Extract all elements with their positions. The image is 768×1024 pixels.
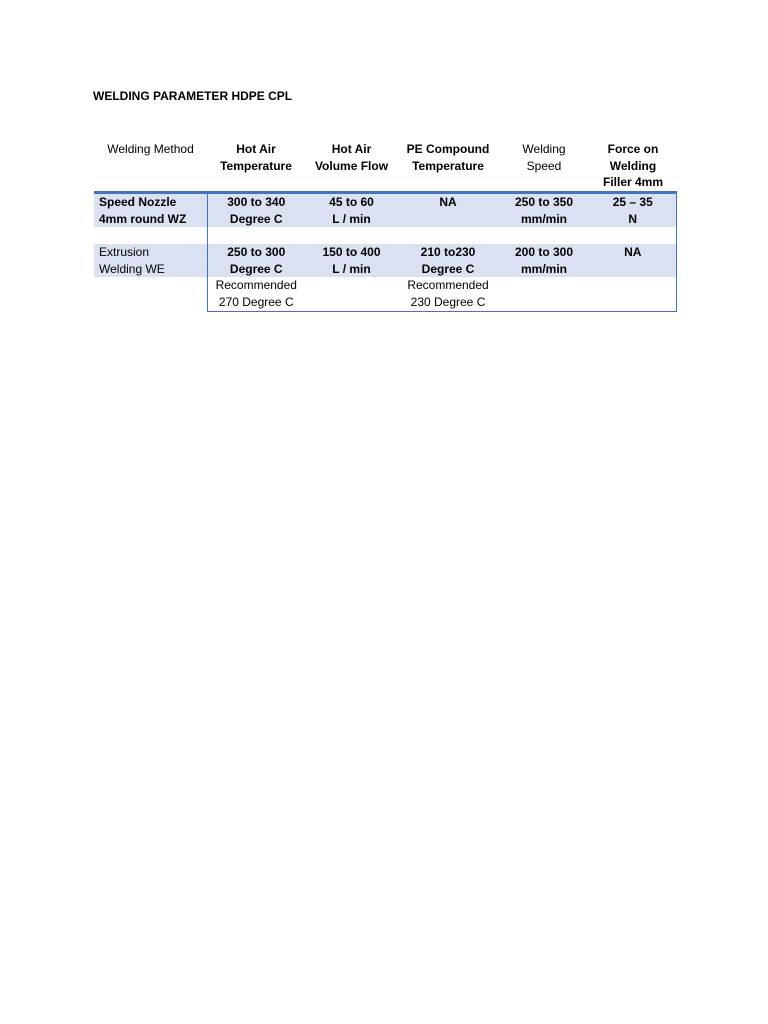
cell-note-hot-air-temp: Recommended 270 Degree C — [207, 277, 305, 312]
header-hot-air-temperature: Hot Air Temperature — [207, 141, 305, 193]
header-welding-method: Welding Method — [94, 141, 207, 193]
table-spacer-row — [94, 227, 676, 244]
table-row — [94, 244, 676, 277]
table-note-row — [94, 277, 676, 312]
cell-force: NA — [590, 244, 676, 277]
cell-force: 25 – 35 N — [590, 193, 676, 228]
table-header-row — [94, 141, 676, 193]
cell-note-empty — [590, 277, 676, 312]
cell-note-pe-temp: Recommended 230 Degree C — [398, 277, 498, 312]
cell-hot-air-flow: 45 to 60 L / min — [305, 193, 398, 228]
cell-hot-air-temp: 250 to 300 Degree C — [207, 244, 305, 277]
cell-note-empty — [498, 277, 590, 312]
cell-hot-air-flow: 150 to 400 L / min — [305, 244, 398, 277]
cell-note-empty — [305, 277, 398, 312]
cell-speed: 250 to 350 mm/min — [498, 193, 590, 228]
document-title: WELDING PARAMETER HDPE CPL — [93, 89, 293, 103]
cell-speed: 200 to 300 mm/min — [498, 244, 590, 277]
header-pe-compound-temperature: PE Compound Temperature — [398, 141, 498, 193]
cell-pe-temp: 210 to230 Degree C — [398, 244, 498, 277]
cell-hot-air-temp: 300 to 340 Degree C — [207, 193, 305, 228]
table-row — [94, 193, 676, 228]
cell-method: Extrusion Welding WE — [94, 244, 207, 277]
cell-note-empty — [94, 277, 207, 312]
header-force-on-welding: Force on Welding Filler 4mm — [590, 141, 676, 193]
header-welding-speed: Welding Speed — [498, 141, 590, 193]
header-hot-air-volume-flow: Hot Air Volume Flow — [305, 141, 398, 193]
cell-method: Speed Nozzle 4mm round WZ — [94, 193, 207, 228]
cell-pe-temp: NA — [398, 193, 498, 228]
welding-parameter-table — [94, 141, 677, 312]
